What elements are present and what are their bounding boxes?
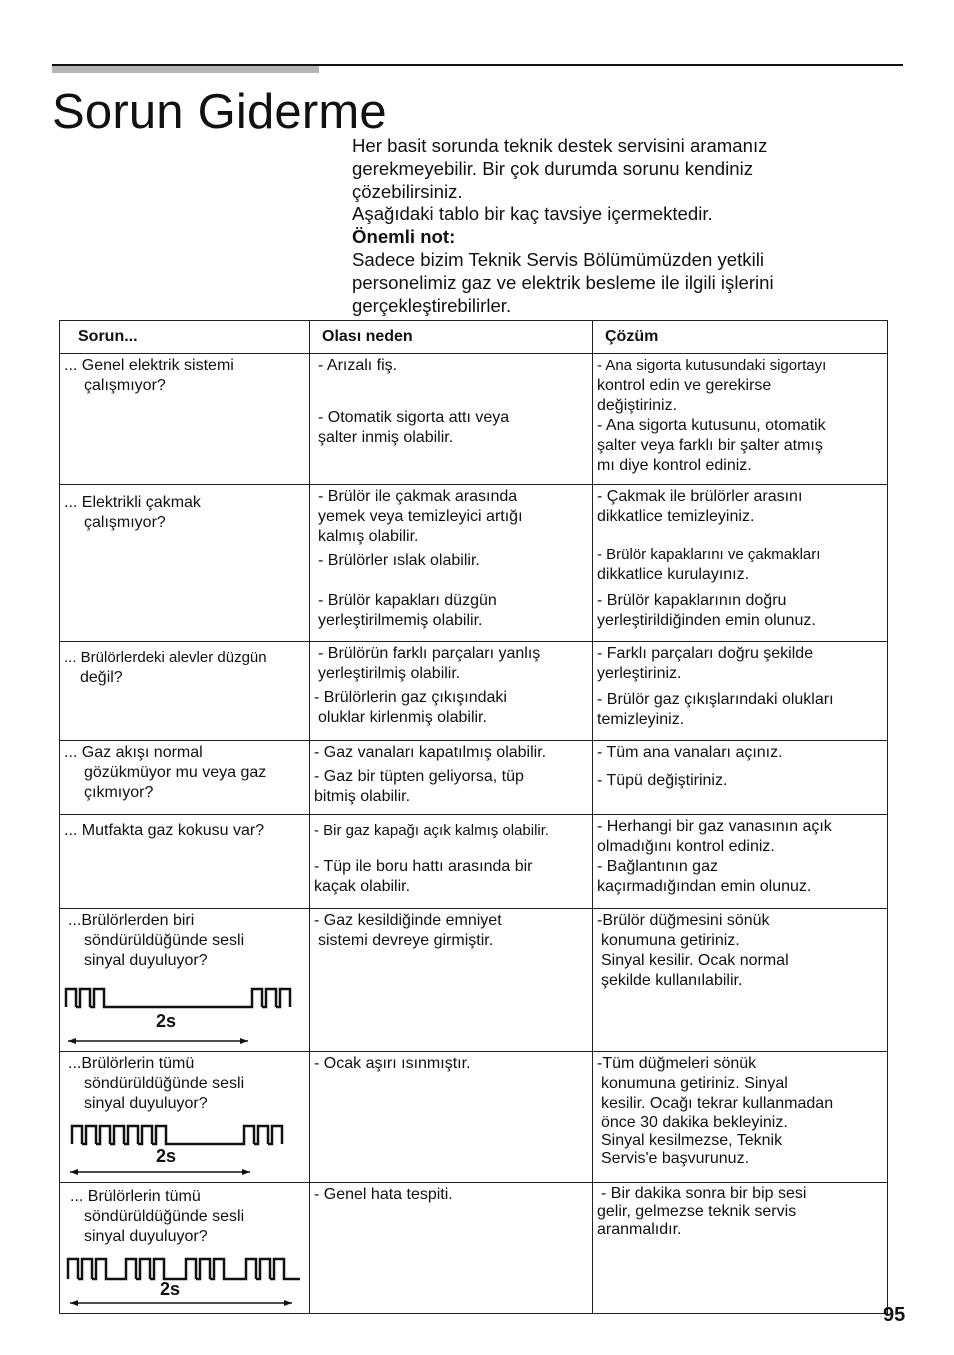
solution-cell [593,815,888,909]
intro-line: çözebilirsiniz. [352,180,463,202]
problem-text: çıkmıyor? [84,784,154,801]
table-row [60,909,888,1052]
cause-text: - Ocak aşırı ısınmıştır. [314,1055,471,1072]
solution-text: kesilir. Ocağı tekrar kullanmadan [601,1095,834,1112]
solution-text: önce 30 dakika bekleyiniz. [601,1114,788,1131]
intro-line: Aşağıdaki tablo bir kaç tavsiye içermektedir. [352,203,713,225]
solution-cell [593,741,888,815]
solution-text: - Tüm ana vanaları açınız. [597,744,783,761]
solution-text: yerleştiriniz. [597,665,682,682]
note-line: personelimiz gaz ve elektrik besleme ile ilgili işlerini [352,271,774,293]
solution-text: - Farklı parçaları doğru şekilde [597,645,814,662]
problem-text: çalışmıyor? [84,377,166,394]
problem-text: söndürüldüğünde sesli [84,1075,245,1092]
solution-text: Sinyal kesilmezse, Teknik [601,1132,783,1149]
solution-cell [593,642,888,741]
beep-signal-diagram [64,983,304,1049]
problem-text: söndürüldüğünde sesli [84,932,245,949]
page-title: Sorun Giderme [52,85,387,139]
solution-text: - Brülör kapaklarının doğru [597,592,787,609]
table-row [60,1183,888,1314]
cause-text: şalter inmiş olabilir. [318,429,454,446]
cause-text: - Arızalı fiş. [318,357,398,374]
cause-text: - Brülörler ıslak olabilir. [318,552,480,569]
cause-text: oluklar kirlenmiş olabilir. [318,709,487,726]
cause-text: - Bir gaz kapağı açık kalmış olabilir. [314,822,550,839]
signal-waveform [68,1259,300,1279]
cause-text: - Otomatik sigorta attı veya [318,409,510,426]
table-row [60,741,888,815]
problem-text: ...Brülörlerin tümü [68,1055,195,1072]
solution-text: değiştiriniz. [597,397,678,414]
problem-text: ... Brülörlerin tümü [70,1188,201,1205]
cause-text: - Genel hata tespiti. [314,1186,453,1203]
solution-text: kontrol edin ve gerekirse [597,377,772,394]
cause-cell [310,485,593,642]
solution-text: - Çakmak ile brülörler arasını [597,488,803,505]
table-row [60,1052,888,1183]
solution-text: - Ana sigorta kutusundaki sigortayı [597,357,827,374]
cause-cell [310,354,593,485]
solution-text: şekilde kullanılabilir. [601,972,743,989]
cause-text: bitmiş olabilir. [314,788,411,805]
table-row [60,485,888,642]
solution-text: gelir, gelmezse teknik servis [597,1203,797,1220]
problem-cell [60,485,310,642]
table-row [60,354,888,485]
cause-text: - Brülörün farklı parçaları yanlış [318,645,541,662]
header-accent-bar [52,66,319,73]
note-line: Sadece bizim Teknik Servis Bölümümüzden yetkili [352,248,764,270]
cause-text: - Gaz vanaları kapatılmış olabilir. [314,744,547,761]
problem-text: ... Elektrikli çakmak [64,494,201,511]
problem-text: sinyal duyuluyor? [84,1095,208,1112]
solution-text: dikkatlice temizleyiniz. [597,508,755,525]
solution-text: - Ana sigorta kutusunu, otomatik [597,417,826,434]
solution-text: Sinyal kesilir. Ocak normal [601,952,789,969]
problem-cell [60,354,310,485]
beep-signal-diagram [64,1253,306,1311]
solution-text: - Bir dakika sonra bir bip sesi [601,1185,807,1202]
header-solution: Çözüm [593,321,888,354]
header-cause: Olası neden [310,321,593,354]
page-number: 95 [883,1304,906,1326]
cause-text: - Brülör kapakları düzgün [318,592,497,609]
problem-text: ... Brülörlerdeki alevler düzgün [64,649,267,666]
solution-text: Servis'e başvurunuz. [601,1150,750,1167]
problem-text: çalışmıyor? [84,514,166,531]
solution-text: - Brülör kapaklarını ve çakmakları [597,546,821,563]
solution-text: konumuna getiriniz. Sinyal [601,1075,788,1092]
note-label: Önemli not: [352,226,456,248]
cause-text: yerleştirilmemiş olabilir. [318,612,483,629]
solution-text: şalter veya farklı bir şalter atmış [597,437,823,454]
problem-text: ... Mutfakta gaz kokusu var? [64,822,265,839]
intro-line: gerekmeyebilir. Bir çok durumda sorunu kendiniz [352,157,753,179]
cause-text: yemek veya temizleyici artığı [318,508,523,525]
intro-text [352,135,892,317]
troubleshooting-table [59,320,888,1314]
solution-text: -Tüm düğmeleri sönük [597,1055,757,1072]
solution-text: aranmalıdır. [597,1221,682,1238]
table-row [60,815,888,909]
solution-text: - Herhangi bir gaz vanasının açık [597,818,832,835]
problem-text: gözükmüyor mu veya gaz [84,764,267,781]
problem-cell [60,1052,310,1183]
solution-cell [593,485,888,642]
cause-cell [310,741,593,815]
cause-text: sistemi devreye girmiştir. [318,932,494,949]
cause-text: - Gaz kesildiğinde emniyet [314,912,502,929]
cause-cell [310,642,593,741]
problem-text: sinyal duyuluyor? [84,1228,208,1245]
cause-cell [310,1183,593,1314]
solution-text: - Brülör gaz çıkışlarındaki olukları [597,691,834,708]
problem-cell [60,741,310,815]
cause-text: - Brülörlerin gaz çıkışındaki [314,689,507,706]
cause-cell [310,909,593,1052]
solution-text: yerleştirildiğinden emin olunuz. [597,612,816,629]
solution-text: konumuna getiriniz. [601,932,740,949]
problem-text: ... Gaz akışı normal [64,744,203,761]
solution-cell [593,1183,888,1314]
cause-text: kaçak olabilir. [314,878,411,895]
problem-text: ...Brülörlerden biri [68,912,195,929]
problem-text: değil? [80,669,123,686]
problem-text: sinyal duyuluyor? [84,952,208,969]
solution-text: - Bağlantının gaz [597,858,718,875]
cause-text: - Brülör ile çakmak arasında [318,488,518,505]
problem-cell [60,642,310,741]
solution-text: mı diye kontrol ediniz. [597,457,752,474]
problem-cell [60,909,310,1052]
header-problem: Sorun... [60,321,310,354]
signal-label: 2s [156,1146,177,1166]
intro-line: Her basit sorunda teknik destek servisini aramanız [352,135,768,156]
solution-text: -Brülör düğmesini sönük [597,912,770,929]
table-header-row [60,321,888,354]
beep-signal-diagram [64,1120,304,1180]
cause-cell [310,1052,593,1183]
solution-text: temizleyiniz. [597,711,685,728]
signal-label: 2s [156,1011,177,1031]
cause-text: kalmış olabilir. [318,528,419,545]
problem-text: söndürüldüğünde sesli [84,1208,245,1225]
cause-text: yerleştirilmiş olabilir. [318,665,461,682]
problem-cell [60,815,310,909]
signal-waveform [66,989,290,1007]
solution-cell [593,909,888,1052]
solution-cell [593,354,888,485]
note-line: gerçekleştirebilirler. [352,294,512,316]
solution-cell [593,1052,888,1183]
solution-text: olmadığını kontrol ediniz. [597,838,775,855]
signal-label: 2s [160,1279,181,1299]
cause-text: - Gaz bir tüpten geliyorsa, tüp [314,768,524,785]
table-row [60,642,888,741]
cause-text: - Tüp ile boru hattı arasında bir [314,858,533,875]
solution-text: kaçırmadığından emin olunuz. [597,878,812,895]
problem-cell [60,1183,310,1314]
solution-text: - Tüpü değiştiriniz. [597,772,728,789]
problem-text: ... Genel elektrik sistemi [64,357,234,374]
cause-cell [310,815,593,909]
signal-waveform [72,1126,282,1144]
solution-text: dikkatlice kurulayınız. [597,566,750,583]
